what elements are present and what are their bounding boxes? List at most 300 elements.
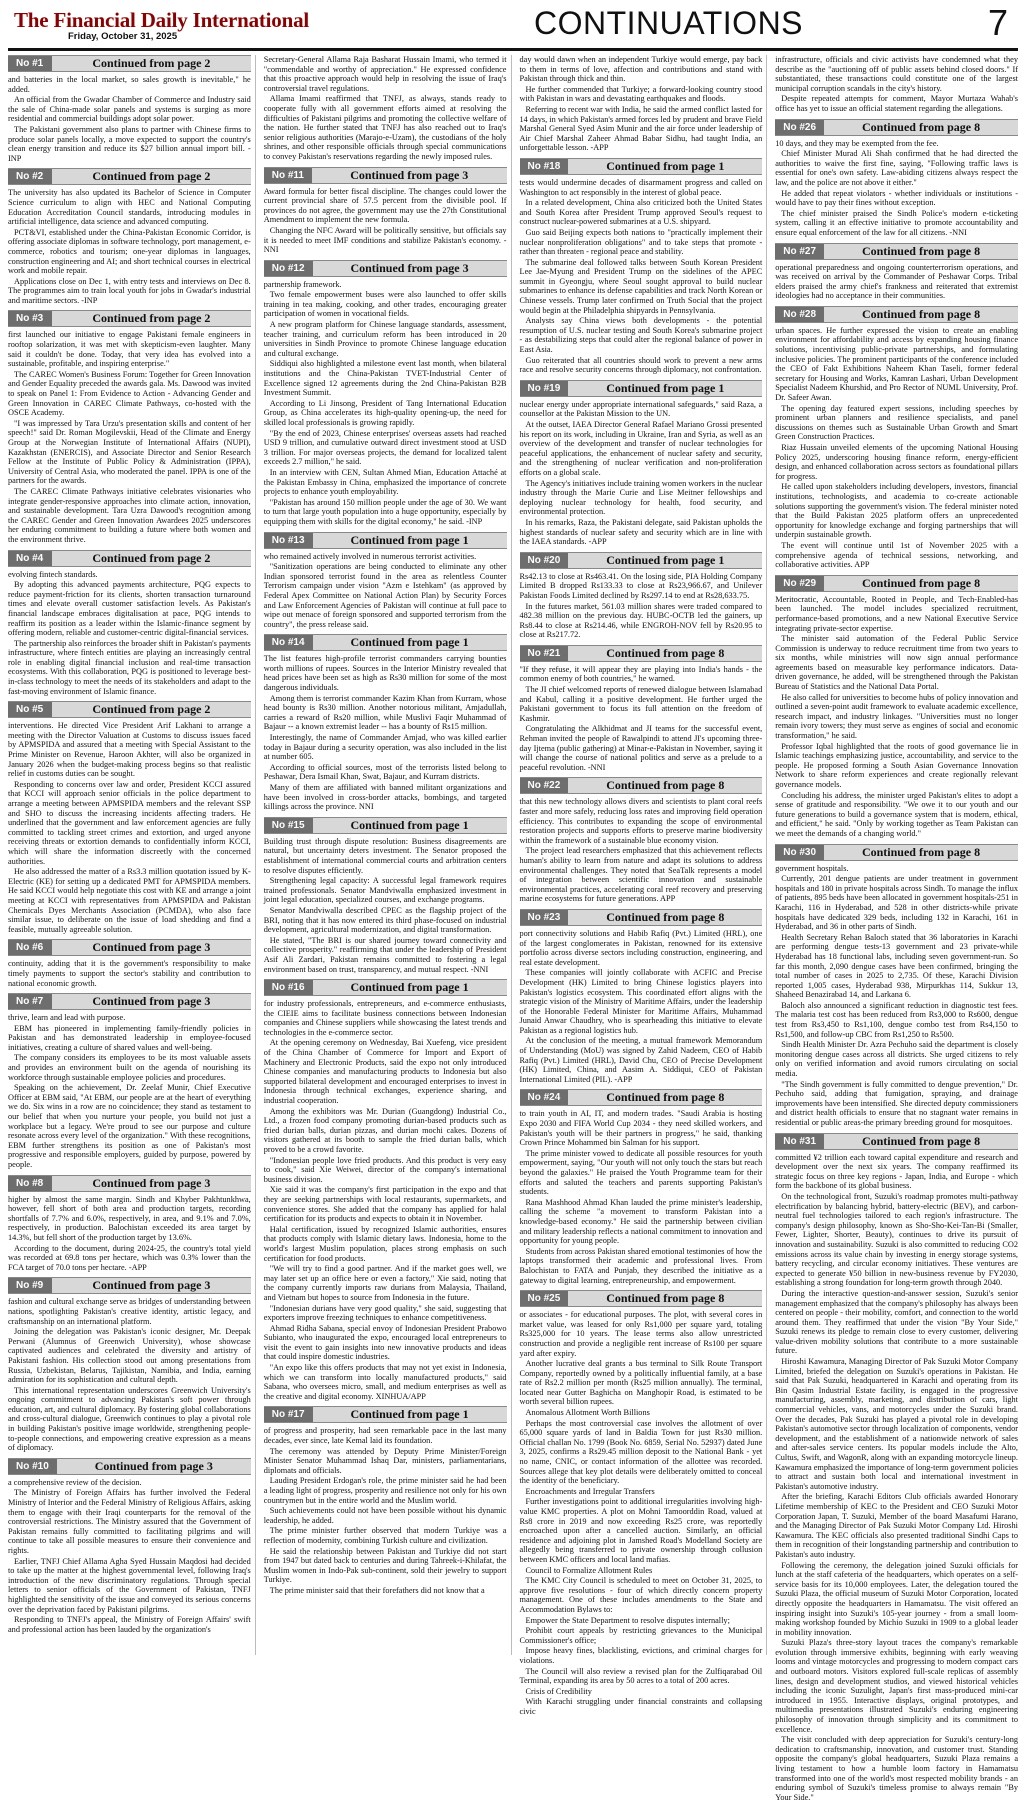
continued-from-label: Continued from page 8 [606,778,725,793]
masthead-rule [8,48,1018,51]
story-paragraph: The chief minister praised the Sindh Police's modern e-ticketing system, calling it an effective initiative to promote accountability and ensure equal enforcement of the law for all citizens. -NNI [775,208,1018,237]
story-paragraph: thrive, learn and lead with purpose. [8,1013,126,1023]
story-paragraph: Chief Minister Murad Ali Shah confirmed that he had directed the authorities to waive the first fine, saying, "Following traffic laws is essential for one's own safety. Law-abiding citizens always respect the law, and the police are not above it either." [775,149,1018,187]
story-paragraph: At the opening ceremony on Wednesday, Bai Xuefeng, vice president of the China Chamber of Commerce for Import and Export of Machinery and Electronic Products, said the expo not only introduced Chinese companies and manufacturing products to Indonesia but also supported bilateral development and encouraged enterprises to invest in Indonesia through technical exchanges, experience sharing, and industrial cooperation. [263,1038,507,1106]
story-number: No #13 [264,533,313,548]
story-paragraph: He stated, "The BRI is our shared journey toward connectivity and collective prosperity." reaffirming that under the leadership of President Asif Ali Zardari, Pakistan remains committed to fostering a legal environment based on trust, transparency, and mutual respect. -NNI [263,935,507,974]
story-paragraph: The list features high-profile terrorist commanders carrying bounties worth millions of rupees. Sources in the Interior Ministry revealed that head prices have been set as high as Rs30 million for some of the most dangerous individuals. [263,654,507,693]
story-paragraph: Applications close on Dec 1, with entry tests and interviews on Dec 8. The programmes aim to train local youth for jobs in Gwadar's industrial and maritime sectors. -INP [8,276,251,305]
story-paragraph: Impose heavy fines, blacklisting, evictions, and criminal charges for violations. [519,1646,763,1665]
continuation-story [8,55,251,163]
story-body [8,721,251,934]
story-paragraph: committed ¥2 trillion each toward capital expenditure and research and development over the next six years. The company reaffirmed its strategic focus on three key regions - Japan, India, and Europe - which form the backbone of its global business. [775,1152,1018,1191]
story-body [8,330,251,544]
story-paragraph: The CAREC Climate Pathways initiative celebrates visionaries who integrate gender-responsive approaches into climate action, innovation, and sustainable development. Tara Uzra Dawood's recognition among the CAREC Gender and Green Innovation Awardees 2025 underscores her enduring commitment to building a future where both women and the environment thrive. [8,486,251,544]
story-paragraph: He further commended that Turkiye; a forward-looking country stood with Pakistan in wars and devastating earthquakes and floods. [519,84,763,104]
story-header [8,993,251,1010]
story-header [8,939,251,956]
continued-from-label: Continued from page 8 [861,1133,981,1148]
story-paragraph: Changing the NFC Award will be politically sensitive, but officials say it is needed to meet IMF conditions and stabilize Pakistan's economy. -NNI [263,225,507,255]
continuation-story [520,158,763,375]
story-number: No #22 [520,778,569,793]
story-paragraph: Riaz Hussain unveiled elements of the upcoming National Housing Policy 2025, underscoring housing finance reform, energy-efficient design, and enhanced collaboration across sectors as foundational pillars for progress. [775,443,1018,481]
section-title: CONTINUATIONS [534,5,804,41]
story-number: No #8 [8,1176,52,1191]
story-paragraph: higher by almost the same margin. Sindh and Khyber Pakhtunkhwa, however, fell short of both area and production targets, recording shortfalls of 7.7% and 6.0%, respectively, in area, and 9.1% and 7.0%, respectively, in production. Balochistan exceeded its area target by 14.3%, but fell short of the production target by 13.6%. [8,1194,251,1242]
column-2 [264,55,512,1655]
column-3 [519,55,768,1716]
continuation-story [520,645,763,773]
story-paragraph: EBM has pioneered in implementing family-friendly policies in Pakistan and has demonstrated leadership in employee-focused initiatives, creating a culture of shared values and well-being. [8,1023,251,1052]
story-number: No #25 [520,1291,569,1306]
story-paragraph: In the futures market, 561.03 million shares were traded compared to 482.38 million on the previous day. HUBC-OCTB led the gainers, up Rs8.44 to close at Rs214.46, while ENGROH-NOV fell by Rs20.95 to close at Rs217.72. [519,601,763,640]
story-paragraph: Rana Mashhood Ahmad Khan lauded the prime minister's leadership, calling the scheme "a movement to transform Pakistan into a knowledge-based economy." He said the partnership between civilian and military leadership reflects a national commitment to innovation and opportunity for young people. [519,1197,763,1246]
story-paragraph: The university has also updated its Bachelor of Science in Computer Science curriculum to align with HEC and National Computing Education Accreditation Council standards, introducing modules in artificial intelligence, data science and advanced computing. [8,188,251,227]
continued-from-label: Continued from page 8 [861,575,981,590]
continued-from-label: Continued from page 2 [92,311,211,326]
story-body [520,797,763,904]
story-paragraph: A new program platform for Chinese language standards, assessment, teacher training, and curriculum reform has been introduced in 20 universities in Sindh Province to promote Chinese language education and cultural exchange. [263,320,507,358]
continuation-story [264,167,507,255]
story-body [775,1153,1018,1802]
continuation-story [264,55,507,162]
continuation-story [520,909,763,1085]
story-paragraph: urban spaces. He further expressed the vision to create an enabling environment for affordability and access by expanding housing finance solutions, incentivising public-private partnerships, and formulating inclusive policies. The prominent participants of the conference included the CEO of Fakt Exhibitions Naheem Khan Taseli, former federal secretary for Housing and Works, Kamran Lashari, Urban Development Specialist Nadeem Khurshid, and Pro Rector of NUML University, Prof. Dr. Safeer Awan. [775,325,1018,403]
story-paragraph: Guo said Beijing expects both nations to "practically implement their nuclear nonproliferation obligations" and to take steps that promote - rather than threaten - regional peace and stability. [519,227,763,257]
story-paragraph: "Indonesian durians have very good quality," she said, suggesting that exporters improve freezing techniques to enhance competitiveness. [263,1303,507,1323]
story-paragraph: The ceremony was attended by Deputy Prime Minister/Foreign Minister Senator Muhammad Ishaq Dar, ministers, parliamentarians, diplomats and officials. [263,1446,507,1475]
story-paragraph: Senator Mandviwalla described CPEC as the flagship project of the BRI, noting that it has now entered its third phase-focused on industrial development, agricultural modernization, and digital transformation. [263,905,507,935]
story-header [8,310,251,327]
story-body [520,929,763,1085]
story-paragraph: first launched our initiative to engage Pakistani female engineers in rooftop solarization, it was met with skepticism-even laughter. Many said it couldn't be done. Today, that very idea has evolved into a sustainable, profitable, and inspiring enterprise." [8,330,251,369]
continuation-story [775,306,1018,570]
story-number: No #23 [520,910,569,925]
story-paragraph: Further investigations point to additional irregularities involving high-value KMC properties. A plot on Mohni Tamoorddin Road, valued at Rs8 crore in 2019 and now exceeding Rs25 crore, was reportedly encroached upon after a cancelled auction. Similarly, an official residence and adjoining plot in Jamshed Road's Modelland Society are allegedly being transferred to private ownership through collusion between KMC officers and local land mafias. [519,1497,763,1564]
story-paragraph: operational preparedness and ongoing counterterrorism operations, and was received on arrival by the Commander of Peshawar Corps. Tribal elders praised the army chief's frankness and reiterated that extremist ideologies had no acceptance in their communities. [775,262,1018,301]
story-paragraph: Professor Iqbal highlighted that the roots of good governance lie in Islamic teachings emphasizing justice, accountability, and service to the people. He proposed forming a South Asian Governance Innovation Network to share reform experiences and create regionally relevant governance models. [775,741,1018,789]
story-paragraph: 10 days, and they may be exempted from the fee. [775,138,939,148]
story-paragraph: Lauding President Erdogan's role, the prime minister said he had been a leading light of progress, prosperity and resilience not only for his own countrymen but in the entire world and the Muslim world. [263,1476,507,1505]
story-paragraph: Interestingly, the name of Commander Amjad, who was killed earlier today in Bajaur during a security operation, was also included in the list at number 605. [263,733,507,762]
continuation-story [520,777,763,904]
story-body [775,864,1018,1128]
story-paragraph: He also called for universities to become hubs of policy innovation and outlined a seven-point audit framework to evaluate academic excellence, research impact, and industry linkages. "Universities must no longer remain ivory towers; they must serve as engines of social and economic transformation," he said. [775,692,1018,741]
story-paragraph: a comprehensive review of the decision. [8,1477,142,1487]
continuation-story [8,1175,251,1273]
story-header [775,119,1018,136]
story-paragraph: Following the ceremony, the delegation joined Suzuki officials for lunch at the staff cafeteria of the headquarters, which operates on a self-service basis for its 10,000 employees. Later, the delegation toured the Suzuki Plaza, the official museum of Suzuki Motor Corporation, located directly opposite the headquarters in Hamamatsu. The visit offered an inspiring insight into Suzuki's 105-year journey - from a small loom-making workshop founded by Michio Suzuki in 1909 to a global leader in mobility innovation. [775,1560,1018,1637]
continuation-story [775,575,1018,839]
continuation-story [520,55,763,153]
story-paragraph: Baloch also announced a significant reduction in diagnostic test fees. The malaria test cost has been reduced from Rs3,000 to Rs600, dengue test from Rs3,450 to Rs1,100, dengue combo test from Rs4,150 to Rs1,500, and follow-up CBC from Rs1,250 to Rs500. [775,1000,1018,1039]
issue-date: Friday, October 31, 2025 [68,31,178,42]
story-number: No #7 [8,994,52,1009]
continuation-story [775,1133,1018,1802]
story-paragraph: partnership framework. [263,279,342,289]
story-paragraph: "Sanitization operations are being conducted to eliminate any other Indian sponsored terrorist found in the area as relentless Counter Terrorism campaign under vision "Azm e Istehkam" (as approved by Federal Apex Committee on National Action Plan) by Security Forces and Law Enforcement Agencies of Pakistan will continue at full pace to wipe out menace of foreign sponsored and supported terrorism from the country", the press release said. [263,562,507,629]
story-paragraph: of progress and prosperity, had seen remarkable pace in the last many decades, ever since, late Kemal laid its foundation. [263,1426,507,1446]
story-paragraph: Award formula for better fiscal discipline. The changes could lower the current provincial share of 57.5 percent from the divisible pool. If provinces do not agree, the government may use the 27th Constitutional Amendment to implement the new formula. [263,186,507,225]
story-paragraph: "By the end of 2023, Chinese enterprises' overseas assets had reached USD 9 trillion, and cumulative outward direct investment stood at USD 3 trillion. For major overseas projects, the demand for localized talent exceeds 2.7 million," he said. [263,428,507,467]
story-paragraph: Guo reiterated that all countries should work to prevent a new arms race and resolve security concerns through diplomacy, not confrontation. [519,355,763,375]
story-header [775,844,1018,861]
story-body [264,280,507,527]
story-paragraph: The company considers its employees to be its most valuable assets and provides an environment built on the agenda of nourishing its workforce through sustainable employee policies and procedures. [8,1053,251,1082]
story-paragraph: He said the relationship between Pakistan and Turkiye did not start from 1947 but dated back to centuries and during Tahreek-i-Khilafat, the Muslim women in Indo-Pak sub-continent, sold their jewelry to support Turkiye. [263,1546,507,1585]
story-paragraph: Two female empowerment buses were also launched to offer skills training in tea making, cooking, and other trades, encouraging greater participation of women in vocational fields. [263,290,507,319]
continuation-story [520,1089,763,1285]
continued-from-label: Continued from page 3 [92,940,211,955]
story-header [520,1290,763,1307]
story-number: No #27 [775,244,824,259]
story-paragraph: to train youth in AI, IT, and modern trades. "Saudi Arabia is hosting Expo 2030 and FIFA World Cup 2034 - they need skilled workers, and Pakistan's youth will be their partners in progress," he said, thanking Crown Prince Mohammed bin Salman for his support. [519,1109,763,1148]
story-body [8,570,251,697]
story-paragraph: After the briefing, Karachi Editors Club officials awarded Honorary Lifetime membership of KEC to the President and CEO Suzuki Motor Corporation Japan, T. Suzuki, Member of the board Masafumi Harano, and the Managing Director of Pak Suzuki Motor Company Ltd. Hiroshi Kawamura. The KEC officials also presented traditional Sindhi Caps to them in recognition of their longstanding partnership and contribution to Pakistan's auto industry. [775,1492,1018,1559]
continued-from-label: Continued from page 2 [92,702,211,717]
story-paragraph: "Pakistan has around 150 million people under the age of 30. We want to turn that large youth population into a huge opportunity, especially by equipping them with skills for the digital economy," he said. -INP [263,497,507,526]
continued-from-label: Continued from page 8 [606,645,725,660]
story-body [264,999,507,1401]
story-paragraph: The JI chief welcomed reports of renewed dialogue between Islamabad and Kabul, calling it a positive development. He further urged the Pakistani government to focus its full attention on the freedom of Kashmir. [519,685,763,723]
continued-from-label: Continued from page 8 [606,1090,725,1105]
story-body [8,188,251,305]
story-body [520,1310,763,1716]
story-paragraph: The Agency's initiatives include training women workers in the nuclear industry through the Marie Curie and Lise Meitner fellowships and deploying nuclear technology for health, food security, and environmental protection. [519,478,763,517]
continued-from-label: Continued from page 8 [861,243,981,258]
story-paragraph: nuclear energy under appropriate international safeguards," said Raza, a counsellor at the Pakistan Mission to the UN. [519,399,763,419]
continued-from-label: Continued from page 2 [92,550,211,565]
story-paragraph: Congratulating the Alkhidmat and JI teams for the successful event, Rehman invited the people of Rawalpindi to attend JI's upcoming three-day Ijtema (public gathering) at Minar-e-Pakistan in November, saying it will change the course of national politics and serve as a prelude to a peaceful revolution. -NNI [519,724,763,772]
story-paragraph: Referring to recent war with India, he said the armed conflict lasted for 14 days, in which Pakistan's armed forces led by prudent and brave Field Marshal General Syed Asim Munir and the air force under leadership of Air Chief Marshal Zaheer Ahmad Babar Sidhu, had taught India, an unforgettable lesson. -APP [519,104,763,153]
story-number: No #28 [775,307,824,322]
story-paragraph: The Council will also review a revised plan for the Zulfiqarabad Oil Terminal, expanding its area by 50 acres to a total of 200 acres. [519,1666,763,1686]
continued-from-label: Continued from page 1 [350,532,469,547]
continuation-story [775,844,1018,1128]
story-number: No #1 [8,56,52,71]
story-paragraph: Responding to concerns over law and order, President KCCI assured that KCCI will approach senior officials in the police department to arrange a meeting between APMSPIDA members and the relevant SSP and SHO to discuss the increasing incidents affecting traders. He underlined that the government and law enforcement agencies are fully committed to tackling street crimes and extortion, and urged anyone receiving threats or extortion demands to confidentially inform KCCI, which will share the information discreetly with the concerned authorities. [8,779,251,866]
story-paragraph: "If they refuse, it will appear they are playing into India's hands - the common enemy of both countries," he warned. [519,664,763,684]
story-paragraph: Earlier, TNFJ Chief Allama Agha Syed Hussain Maqdosi had decided to take up the matter at the highest governmental level, following Iraq's introduction of the new discriminatory regulations. Through special letters to senior officials of the Government of Pakistan, TNFJ highlighted the sensitivity of the issue and conveyed its serious concerns over the deprivation faced by Pakistani pilgrims. [8,1556,251,1614]
continued-from-label: Continued from page 8 [861,306,981,321]
story-body [775,263,1018,301]
continued-from-label: Continued from page 8 [606,909,725,924]
story-paragraph: An official from the Gwadar Chamber of Commerce and Industry said the sale of China-made solar panels and systems is surging as more residential and commercial buildings adopt solar power. [8,95,251,124]
story-paragraph: fashion and cultural exchange serve as bridges of understanding between nations, spotlighting Pakistan's creative identity, artistic legacy, and craftsmanship on an international platform. [8,1297,251,1326]
story-paragraph: tests would undermine decades of disarmament progress and called on Washington to act responsibly in the interest of global peace. [519,177,763,197]
story-paragraph: Secretary-General Allama Raja Basharat Hussain Imami, who termed it "commendable and worthy of appreciation." He expressed confidence that this proactive approach would help in resolving the issue of Iraq's controversial travel regulations. [263,55,507,93]
story-header [264,532,507,549]
story-paragraph: With Karachi struggling under financial constraints and collapsing civic [519,1697,763,1716]
columns-container [8,55,1018,1802]
continuation-story [264,634,507,812]
story-paragraph: evolving fintech standards. [8,569,98,579]
page-number: 7 [987,2,1008,43]
continuation-story [520,380,763,547]
story-paragraph: The project lead researchers emphasized that this achievement reflects human's ability to learn from nature and adapt its solutions to address environmental challenges. They noted that SeaTalk represents a model of integration between scientific innovation and sustainable environmental practices, accelerating coral reef recovery and preserving marine ecosystems for future generations. APP [519,846,763,904]
continuation-story [8,1458,251,1635]
story-header [775,306,1018,323]
story-body [264,1426,507,1595]
story-number: No #3 [8,311,52,326]
story-paragraph: infrastructure, officials and civic activists have condemned what they describe as the "auctioning off of public assets behind closed doors." If substantiated, these transactions could constitute one of the largest municipal corruption scandals in the city's history. [775,55,1018,93]
story-header [520,552,763,569]
story-paragraph: government hospitals. [775,863,849,873]
story-paragraph: In a related development, China also criticized both the United States and South Korea after President Trump approved Seoul's request to construct nuclear-powered submarines at a U.S. shipyard. [519,198,763,227]
story-paragraph: On the technological front, Suzuki's roadmap promotes multi-pathway electrification by balancing hybrid, battery-electric (BEV), and carbon-neutral fuel technologies tailored to each region's infrastructure. The company's design philosophy, known as Sho-Sho-Kei-Tan-Bi (Smaller, Fewer, Lighter, Shorter, Beauty), continues to drive its pursuit of innovation and sustainability. Suzuki is also committed to reducing CO2 emissions across its value chain by investing in energy storage systems, battery recycling, and circular economy initiatives. These ventures are expected to generate ¥50 billion in new-business revenue by FY2030, establishing a strong foundation for long-term growth through 2040. [775,1191,1018,1288]
story-paragraph: The visit concluded with deep appreciation for Suzuki's century-long dedication to craftsmanship, innovation, and customer trust. Standing opposite the company's global headquarters, Suzuki Plaza remains a living testament to how a humble loom factory in Hamamatsu transformed into one of the world's most respected mobility brands - an enduring symbol of Suzuki's timeless promise to always remain "By Your Side." [775,1735,1018,1802]
story-number: No #30 [775,845,824,860]
story-paragraph: According to official sources, most of the terrorists listed belong to Peshawar, Dera Ismail Khan, Swat, Bajaur, and Kurram districts. [263,762,507,782]
column-4 [775,55,1018,1802]
continuation-story [264,1406,507,1595]
story-body [520,665,763,773]
story-paragraph: Analysts say China views both developments - the potential resumption of U.S. nuclear testing and South Korea's submarine project - as destabilizing steps that could alter the regional balance of power in East Asia. [519,316,763,355]
story-paragraph: Suzuki Plaza's three-story layout traces the company's remarkable evolution through immersive exhibits, beginning with early weaving looms and vintage motorcycles and progressing to modern compact cars and outboard motors. Visitors explored full-scale replicas of assembly lines, design and development studios, and viewed historical vehicles including the iconic Suzulight, Japan's first mass-produced mini-car introduced in 1955. Interactive displays, original prototypes, and multimedia presentations illustrated Suzuki's enduring engineering philosophy of innovation through simplicity and its commitment to excellence. [775,1638,1018,1734]
continued-from-label: Continued from page 2 [92,169,211,184]
story-header [8,1458,251,1475]
continuation-story [775,55,1018,114]
continuation-story [775,243,1018,301]
story-paragraph: interventions. He directed Vice President Arif Lakhani to arrange a meeting with the Director Valuation at Customs to discuss issues faced by APMSPIDA and assured that a meeting with Special Assistant to the Prime Minister on Revenue, Haroon Akhter, will also be organized in January 2026 when the budget-making process begins so that realistic relief in customs duties can be sought. [8,721,251,779]
story-paragraph: The submarine deal followed talks between South Korean President Lee Jae-Myung and President Trump on the sidelines of the APEC summit in Gyeongju, where Seoul sought approval to build nuclear submarines to enhance its defense capabilities and track North Korean or Chinese vessels. Trump later confirmed on Truth Social that the project would begin at the Philadelphia shipyards in Pennsylvania. [519,257,763,315]
story-body [8,1013,251,1170]
continued-from-label: Continued from page 1 [606,158,725,173]
story-number: No #2 [8,169,52,184]
story-paragraph: Speaking on the achievement, Dr. Zeelaf Munir, Chief Executive Officer at EBM said, "At EBM, our people are at the heart of everything we do. Six wins in a row are no coincidence; they stand as testament to our belief that when you nurture your people, you build not just a workplace but a legacy. We're proud to see our purpose and culture resonate across every level of the organization." With these recognitions, EBM further strengthens its position as one of Pakistan's most progressive and responsible employers, guided by purpose, powered by people. [8,1083,251,1169]
story-number: No #20 [520,553,569,568]
story-paragraph: The Ministry of Foreign Affairs has further involved the Federal Ministry of Interior and the Federal Ministry of Religious Affairs, asking them to engage with their Iraqi counterparts for the removal of the controversial restrictions. The Ministry assured that the Government of Pakistan remains fully committed to facilitating pilgrims and will continue to take all possible measures to ensure their convenience and rights. [8,1488,251,1555]
story-body [520,1109,763,1285]
story-paragraph: Anomalous Allotment Worth Billions [525,1408,650,1418]
story-paragraph: who remained actively involved in numerous terrorist activities. [263,551,477,561]
continuation-story [520,552,763,640]
continuation-story [264,979,507,1401]
story-number: No #31 [775,1134,824,1149]
story-paragraph: or associates - for educational purposes. The plot, with several cores in market value, was leased for only Rs1,000 per square yard, totaling Rs325,000 for 10 years. The lease terms also allow unrestricted construction and provide a negligible rent increase of Rs100 per square yard after expiry. [519,1310,763,1358]
column-1 [8,55,256,1655]
story-number: No #19 [520,381,569,396]
masthead [8,2,1018,48]
story-paragraph: Currently, 201 dengue patients are under treatment in government hospitals and 180 in private hospitals across Sindh. To manage the influx of patients, 895 beds have been allocated in government hospitals-251 in Karachi, 116 in Hyderabad, and 528 in other districts-while private hospitals have dedicated 329 beds, including 132 in Karachi, 161 in Hyderabad, and 36 in other parts of Sindh. [775,874,1018,932]
story-body [8,959,251,988]
story-number: No #4 [8,551,52,566]
story-number: No #11 [264,168,312,183]
story-paragraph: These companies will jointly collaborate with ACFIC and Precise Development (HK) Limited to bring Chinese logistics players into Pakistan's logistics ecosystem. This coordinated effort aligns with the strategic vision of the Ministry of Maritime Affairs, under the leadership of the Honorable Federal Minister for Maritime Affairs, Muhammad Junaid Anwar Chaudhry, who is spearheading this initiative to elevate Pakistan as a regional logistics hub. [519,968,763,1035]
story-header [8,550,251,567]
story-number: No #16 [264,980,313,995]
story-paragraph: Empower the State Department to resolve disputes internally; [525,1615,730,1625]
story-paragraph: In his remarks, Raza, the Pakistani delegate, said Pakistan upholds the highest standards of nuclear safety and security which are in line with the IAEA standards. -APP [519,517,763,547]
continuation-story [8,939,251,988]
story-paragraph: The CAREC Women's Business Forum: Together for Green Innovation and Gender Equality preceded the awards gala. Ms. Dawood was invited to speak on Panel 1: From Evidence to Action - Advancing Gender and Green Innovation in CAREC Climate Pathways, co-hosted with the OSCE Academy. [8,369,251,418]
story-body [8,1478,251,1635]
story-paragraph: He called upon stakeholders including developers, investors, financial institutions, technologists, and academia to co-create actionable solutions supporting the government's vision. The federal minister noted that the Build Pakistan 2025 platform offers an unprecedented opportunity for knowledge exchange and forging partnerships that will underpin sustainable growth. [775,482,1018,540]
continuation-story [775,119,1018,238]
continuation-story [264,260,507,527]
continued-from-label: Continued from page 3 [92,994,211,1009]
story-paragraph: Sindh Health Minister Dr. Azra Pechuho said the department is closely monitoring dengue cases across all districts. She urged citizens to rely only on verified information and avoid rumors circulating on social media. [775,1040,1018,1079]
story-paragraph: The KMC City Council is scheduled to meet on October 31, 2025, to approve five resolutions - four of which directly concern property management. One of these includes amendments to the State and Accommodation Bylaws to: [519,1576,763,1614]
story-paragraph: "We will try to find a good partner. And if the market goes well, we may later set up an office here or even a factory," Xie said, noting that the company currently imports raw durians from Malaysia, Thailand, and Vietnam but hopes to source from Indonesia in the future. [263,1264,507,1302]
story-body [264,837,507,974]
story-paragraph: Responding to TNFJ's appeal, the Ministry of Foreign Affairs' swift and professional action has been lauded by the organization's [8,1615,251,1634]
newspaper-title: The Financial Daily International [14,8,310,32]
continuation-story [8,701,251,934]
story-header [264,1406,507,1423]
story-paragraph: Building trust through dispute resolution: Business disagreements are natural, but uncertainty deters investment. The Senator proposed the establishment of international commercial courts and arbitration centers to resolve disputes efficiently. [263,836,507,875]
story-body [264,552,507,630]
continued-from-label: Continued from page 1 [350,980,469,995]
story-body [264,187,507,255]
story-body [775,595,1018,839]
story-number: No #21 [520,646,569,661]
story-paragraph: In an interview with CEN, Sultan Ahmed Mian, Education Attaché at the Pakistan Embassy in China, emphasized the importance of concrete projects to enhance youth employability. [263,467,507,497]
continued-from-label: Continued from page 1 [606,380,725,395]
story-paragraph: Strengthening legal capacity: A successful legal framework requires trained professionals. Senator Mandviwalla emphasized investment in joint legal education, specialized courses, and exchange programs. [263,876,507,905]
story-body [264,55,507,162]
continued-from-label: Continued from page 3 [92,1175,211,1190]
continued-from-label: Continued from page 3 [94,1458,213,1473]
story-paragraph: According to the document, during 2024-25, the country's total yield was recorded at 69.8 tons per hectare, which was 0.3% lower than the FCA target of 70.0 tons per hectare. -APP [8,1243,251,1272]
continued-from-label: Continued from page 8 [861,844,981,859]
story-paragraph: Council to Formalize Allotment Rules [525,1565,653,1575]
story-paragraph: port connectivity solutions and Habib Rafiq (Pvt.) Limited (HRL), one of the largest conglomerates in Pakistan, renowned for its extensive portfolio across diverse sectors including construction, engineering, and real estate development. [519,928,763,967]
story-number: No #9 [8,1278,52,1293]
story-number: No #24 [520,1090,569,1105]
continued-from-label: Continued from page 1 [350,817,469,832]
continuation-story [264,817,507,974]
story-number: No #12 [264,261,313,276]
story-number: No #29 [775,576,824,591]
story-paragraph: At the outset, IAEA Director General Rafael Mariano Grossi presented his report on its work, including in Ukraine, Iran and Syria, as well as an overview of the development and transfer of nuclear technologies for peaceful applications, the enhancement of nuclear safety and security, and the strengthening of nuclear verification and non-proliferation efforts on a global scale. [519,420,763,477]
continued-from-label: Continued from page 2 [92,56,211,70]
continued-from-label: Continued from page 3 [350,260,469,275]
story-paragraph: Xie said it was the company's first participation in the expo and that they are seeking partnerships with local restaurants, supermarkets, and convenience stores. She added that the company has applied for halal certification for its products and expects to obtain it in November. [263,1185,507,1224]
story-paragraph: He also addressed the matter of a Rs3.3 million quotation issued by K-Electric (KE) for setting up a dedicated PMT for APMSPIDA members. He said KCCI would help negotiate this cost with KE and arrange a joint meeting at KCCI with representatives from APMSPIDA and Pakistan Chemicals Dyes Merchants Association (PCMDA), who also face similar issue, to deliberate on the issue of load shedding and find a feasible, mutually agreeable solution. [8,867,251,934]
story-paragraph: "I was impressed by Tara Urzu's presentation skills and content of her speech!" said Dr. Roman Mogilevskii, Head of the Climate and Energy Group at the Norwegian Institute of International Affairs (NUPI), Kazakhstan (ENERCIS), and Associate Director and Senior Research Fellow at the Institute of Public Policy & Administration (IPPA), University of Central Asia, who moderated the panel. IPPA is one of the partners for the awards. [8,418,251,486]
story-header [8,168,251,185]
story-body [8,1195,251,1273]
continuation-story [8,168,251,305]
story-paragraph: Allama Imami reaffirmed that TNFJ, as always, stands ready to cooperate fully with all government efforts aimed at resolving the difficulties of Pakistani pilgrims and promoting the collective welfare of the nation. He further stated that TNFJ has also reached out to Iraq's senior religious authorities (Marajo-e-Uzam), the custodians of the holy shrines, and other responsible officials through special communications to convey Pakistan's reservations regarding the newly imposed rules. [263,94,507,161]
story-header [264,634,507,651]
story-number: No #6 [8,940,52,955]
story-paragraph: Hiroshi Kawamura, Managing Director of Pak Suzuki Motor Company Limited, briefed the delegation on Suzuki's operations in Pakistan. He said that Pak Suzuki, headquartered in Karachi and operating from its Bin Qasim Industrial Estate facility, is engaged in the progressive manufacturing, assembly, marketing, and distribution of cars, light commercial vehicles, vans, and motorcycles under the Suzuki brand. Over the decades, Pak Suzuki has played a pivotal role in developing Pakistan's automotive sector through localization of components, vendor development, and the establishment of a nationwide network of sales and after-sales service centers. Its popular models include the Alto, Cultus, Swift, and WagonR, along with an expanding motorcycle lineup. Kawamura emphasized the importance of long-term government policies to attract and sustain both local and international investment in Pakistan's automotive industry. [775,1357,1018,1491]
story-header [8,1277,251,1294]
story-paragraph: By adopting this advanced payments architecture, PQG expects to reduce payment-friction for its clients, shorten transaction turnaround times and elevate overall customer satisfaction levels. As Pakistan's financial landscape embraces digitalisation at pace, PQG intends to reaffirm its position as a leader within the Islamic-finance segment by offering modern, reliable and customer-centric digital-financial services. [8,580,251,638]
continuation-story [8,993,251,1170]
story-paragraph: Perhaps the most controversial case involves the allotment of over 65,000 square yards of land in Baldia Town for just Rs30 million. Official challan No. 1799 (Book No. 6859, Serial No. 52937) dated June 3, 2025, confirms a Rs29.45 million deposit to the National Bank - yet no name, CNIC, or contact information of the allottee was recorded. Sources allege that key plot details were deliberately omitted to conceal the identity of the beneficiary. [519,1418,763,1486]
story-body [775,139,1018,238]
story-body [520,400,763,547]
story-header [775,1133,1018,1150]
story-paragraph: At the conclusion of the meeting, a mutual framework Memorandum of Understanding (MoU) was signed by Zahid Nadeem, CEO of Habib Rafiq (Pvt.) Limited (HRL), David Chu, CEO of Precise Development (HK) Limited, China, and Aasim A. Siddiqui, CEO of Pakistan International Limited (PIL). -APP [519,1036,763,1084]
story-paragraph: Rs42.13 to close at Rs463.41. On the losing side, PIA Holding Company Limited B dropped Rs133.33 to close at Rs23,966.67, and Unilever Pakistan Foods Limited declined by Rs297.14 to end at Rs28,633.75. [519,571,763,600]
continuation-story [520,1290,763,1716]
story-header [520,158,763,175]
story-paragraph: During the interactive question-and-answer session, Suzuki's senior management emphasized that the company's philosophy has always been centered on people - their mobility, comfort, and connection to the world around them. They reaffirmed that under the vision "By Your Side," Suzuki renews its pledge to remain close to every customer, delivering value-driven mobility solutions that contribute to a more sustainable future. [775,1288,1018,1356]
story-paragraph: The prime minister further observed that modern Turkiye was a reflection of modernity, combining Turkish culture and civilization. [263,1526,507,1545]
story-paragraph: Crisis of Credibility [525,1686,592,1696]
story-paragraph: Many of them are affiliated with banned militant organizations and have been involved in cross-border attacks, bombings, and targeted killings across the province. NNI [263,783,507,812]
story-paragraph: "An expo like this offers products that may not yet exist in Indonesia, which we can transform into locally manufactured products," said Sabana, who oversees micro, small, and medium enterprises as well as the creative and digital economy. XINHUA/APP [263,1363,507,1401]
story-header [264,817,507,834]
story-header [264,167,507,184]
story-paragraph: Joining the delegation was Pakistan's iconic designer, Mr. Deepak Perwani (Alumnus of Greenwich University), whose showcase captivated audiences and celebrated the diversity and artistry of Pakistani fashion. His collection stood out among presentations from Russia, Uzbekistan, Belarus, Tajikistan, Namibia, and India, earning admiration for its sophistication and cultural depth. [8,1327,251,1385]
story-paragraph: The Pakistani government also plans to partner with Chinese firms to produce solar panels locally, a move expected to support the country's clean energy transition and reduce its $27 billion annual import bill. -INP [8,124,251,163]
story-paragraph: The minister said automation of the Federal Public Service Commission is underway to reduce recruitment time from two years to six months, while ministries will now sign annual performance agreements based on measurable key performance indicators. Data-driven governance, he added, will be strengthened through the Pakistan Bureau of Statistics and the National Data Portal. [775,634,1018,692]
story-header [8,1175,251,1192]
story-paragraph: Encroachments and Irregular Transfers [525,1486,655,1496]
story-paragraph: and batteries in the local market, so sales growth is inevitable," he added. [8,75,251,94]
story-paragraph: Another lucrative deal grants a bus terminal to Silk Route Transport Company, reportedly owned by a politically influential family, at a base rate of Rs2.2 million per month (Rs25 million annually). The terminal, located near Gutter Baghicha on Manghopir Road, is estimated to be worth several billion rupees. [519,1359,763,1407]
story-header [775,575,1018,592]
story-paragraph: Among them is terrorist commander Kazim Khan from Kurram, whose head bounty is Rs30 million. Another notorious militant, Amjadullah, carries a reward of Rs20 million, while Muslivi Faqir Muhammad of Bajaur -- a known extremist leader -- has a bounty of Rs15 million. [263,693,507,732]
story-paragraph: for industry professionals, entrepreneurs, and e-commerce enthusiasts, the CIEIE aims to facilitate business connections between Indonesian companies and Chinese suppliers while showcasing the latest trends and technologies in the e-commerce sector. [263,999,507,1037]
story-paragraph: The prime minister said that their forefathers did not know that a [269,1585,485,1595]
story-paragraph: Health Secretary Rehan Baloch stated that 36 laboratories in Karachi are performing dengue tests-13 government and 23 private-while Hyderabad has 18 functional labs, including seven government-run. So far this month, 2,090 dengue cases have been confirmed, bringing the total number of cases in 2025 to 2,735. Of these, Karachi Division reported 1,005 cases, Hyderabad 938, Mirpurkhas 114, Sukkur 13, Shaheed Benazirabad 14, and Larkana 6. [775,932,1018,1000]
story-header [520,1089,763,1106]
story-paragraph: The prime minister vowed to dedicate all possible resources for youth empowerment, saying, "Our youth will not only touch the stars but reach beyond the galaxies." He praised the Youth Programme team for their efforts and saluted the teachers and parents supporting Pakistan's students. [519,1148,763,1197]
story-paragraph: The event will continue until 1st of November 2025 with a comprehensive agenda of technical sessions, networking, and collaborative activities. APP [775,540,1018,570]
story-body [520,178,763,375]
story-paragraph: Among the exhibitors was Mr. Durian (Guangdong) Industrial Co., Ltd., a frozen food company promoting durian-based products such as fried durian balls, durian pizzas, and durian mochi cakes. Dozens of visitors gathered at its booth to sample the fried durian balls, which proved to be a crowd favorite. [263,1106,507,1154]
story-number: No #14 [264,635,313,650]
story-number: No #26 [775,120,824,135]
story-paragraph: The partnership also reinforces the broader shift in Pakistan's payments infrastructure, where fintech entities are playing an increasingly central role in enabling digital financial inclusion and real-time transaction ecosystems. With this collaboration, PQG is positioned to leverage best-in-class technology to meet the needs of its stakeholders and adapt to the fast-moving environment of Islamic finance. [8,638,251,696]
story-number: No #5 [8,702,52,717]
story-body [264,654,507,812]
continued-from-label: Continued from page 8 [861,119,981,134]
story-header [520,645,763,662]
continued-from-label: Continued from page 8 [606,1291,725,1306]
continuation-story [264,532,507,630]
story-paragraph: Students from across Pakistan shared emotional testimonies of how the laptops transformed their academic and professional lives. From Balochistan to FATA and Punjab, they described the initiative as a gateway to digital learning, entrepreneurship, and empowerment. [519,1246,763,1285]
continued-from-label: Continued from page 1 [350,1407,469,1422]
story-paragraph: PCT&VI, established under the China-Pakistan Economic Corridor, is offering associate diplomas in software technology, port management, e-commerce, robotics and tourism; one-year diplomas in languages, construction engineering and AI; and short technical courses in electrical work and mobile repair. [8,227,251,276]
story-header [775,243,1018,260]
story-paragraph: Meritocratic, Accountable, Rooted in People, and Tech-Enabled-has been launched. The model includes specialized recruitment, performance-based promotions, and a new National Executive Service integrating private-sector expertise. [775,594,1018,633]
story-body [775,326,1018,570]
story-header [520,380,763,397]
story-header [8,55,251,72]
story-paragraph: The opening day featured expert sessions, including speeches by prominent urban planners and resilience specialists, and panel discussions on themes such as Sustainable Urban Growth and Smart Green Construction Practices. [775,403,1018,442]
story-number: No #15 [264,818,313,833]
story-body [775,55,1018,114]
story-paragraph: According to Li Jinsong, President of Tang International Education Group, as China accelerates its high-quality opening-up, the need for skilled local professionals is growing rapidly. [263,398,507,427]
story-number: No #18 [520,159,569,174]
story-paragraph: This international representation underscores Greenwich University's ongoing commitment to advancing Pakistan's soft power through education, art, and cultural diplomacy. By fostering global collaborations and cross-cultural dialogue, Greenwich continues to play a pivotal role in building Pakistan's positive image worldwide, strengthening people-to-people connections, and empowering creative expression as a means of diplomacy. [8,1385,251,1453]
story-paragraph: Concluding his address, the minister urged Pakistan's elites to adopt a sense of gratitude and responsibility. "We owe it to our youth and our future generations to build a governance system that is modern, ethical, and efficient," he said. "Only by working together as Team Pakistan can we meet the demands of a changing world." [775,790,1018,838]
continuation-story [8,310,251,544]
story-paragraph: Siddiqui also highlighted a milestone event last month, when bilateral institutions and the China-Pakistan TVET-Industrial Center of Excellence signed 12 agreements during the 2nd China-Pakistan B2B Investment Summit. [263,359,507,398]
story-paragraph: He added that repeat violators - whether individuals or institutions - would have to pay their fines without exception. [775,188,1018,208]
story-paragraph: Halal certification, issued by recognized Islamic authorities, ensures that products comply with Islamic dietary laws. Indonesia, home to the world's largest Muslim population, places strong emphasis on such certification for food products. [263,1224,507,1263]
continuation-story [8,1277,251,1453]
continuation-story [8,550,251,697]
story-body [520,572,763,640]
continued-from-label: Continued from page 1 [350,635,469,650]
story-paragraph: continuity, adding that it is the government's responsibility to make timely payments to support the sector's stability and contribution to national economic growth. [8,959,251,988]
story-header [520,777,763,794]
story-body [8,1297,251,1453]
story-header [264,979,507,996]
story-paragraph: Ahmad Ridha Sabana, special envoy of Indonesian President Prabowo Subianto, who inaugurated the expo, encouraged local entrepreneurs to visit the event to gain insights into new innovative products and ideas that could inspire domestic industries. [263,1323,507,1362]
continued-from-label: Continued from page 3 [350,167,469,182]
story-header [264,260,507,277]
story-paragraph: day would dawn when an independent Turkiye would emerge, pay back to them in terms of love, affection and contributions and stand with Pakistan through thick and thin. [519,55,763,84]
